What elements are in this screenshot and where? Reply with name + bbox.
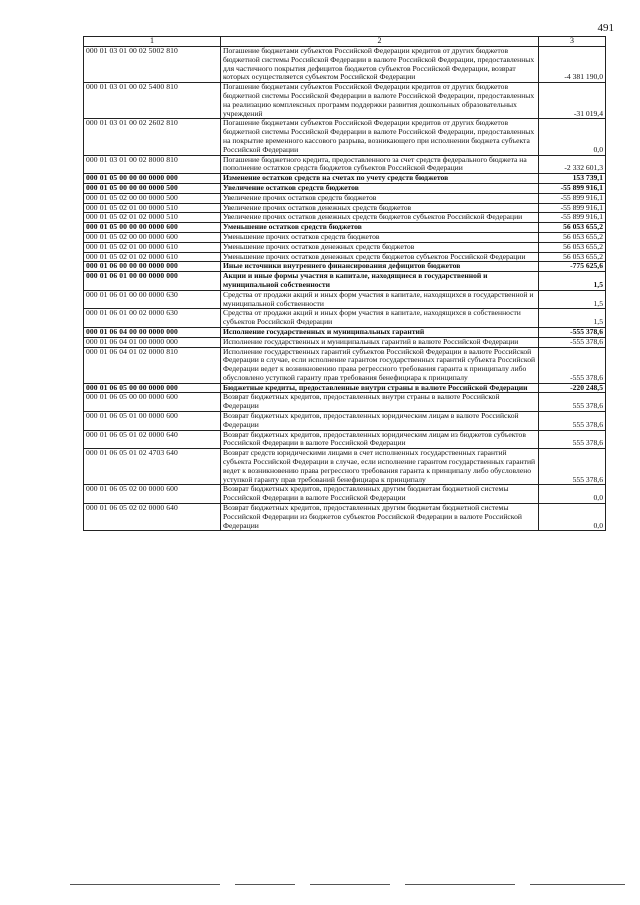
row-code: 000 01 05 00 00 00 0000 500 — [84, 183, 221, 193]
row-code: 000 01 06 00 00 00 0000 000 — [84, 262, 221, 272]
row-amount: 555 378,6 — [539, 412, 606, 431]
column-header-amount: 3 — [539, 37, 606, 47]
page-number: 491 — [597, 22, 614, 34]
table-row — [84, 47, 606, 83]
row-code: 000 01 05 00 00 00 0000 000 — [84, 174, 221, 184]
table-row — [84, 193, 606, 203]
row-code: 000 01 05 00 00 00 0000 600 — [84, 223, 221, 233]
row-amount: -220 248,5 — [539, 383, 606, 393]
table-row — [84, 347, 606, 383]
row-amount: -555 378,6 — [539, 347, 606, 383]
row-name: Возврат бюджетных кредитов, предоставленных внутри страны в валюте Российской Федерации — [221, 393, 539, 412]
row-name: Исполнение государственных и муниципальных гарантий — [221, 327, 539, 337]
row-name: Уменьшение прочих остатков денежных средств бюджетов — [221, 242, 539, 252]
table-row — [84, 242, 606, 252]
row-amount: 0,0 — [539, 504, 606, 531]
row-name: Возврат средств юридическими лицами в счет исполненных государственных гарантий субъекта Российской Федерации в случае, если исполнение гарантом государственных гарантий ведет к возникновению права регрессного требования гаранта к принципалу либо обусловлено уступкой гаранту прав требований бенефициара к принципалу — [221, 449, 539, 485]
table-row — [84, 223, 606, 233]
row-code: 000 01 06 05 02 02 0000 640 — [84, 504, 221, 531]
row-name: Возврат бюджетных кредитов, предоставленных другим бюджетам бюджетной системы Российской Федерации в валюте Российской Федерации — [221, 485, 539, 504]
row-amount: 1,5 — [539, 309, 606, 328]
footer-rules — [70, 884, 630, 892]
row-code: 000 01 05 02 00 00 0000 600 — [84, 232, 221, 242]
row-code: 000 01 05 02 00 00 0000 500 — [84, 193, 221, 203]
row-name: Изменение остатков средств на счетах по учету средств бюджетов — [221, 174, 539, 184]
row-code: 000 01 06 01 00 00 0000 630 — [84, 290, 221, 309]
row-amount: 56 053 655,2 — [539, 242, 606, 252]
row-code: 000 01 03 01 00 02 8000 810 — [84, 155, 221, 174]
row-amount: -4 381 190,0 — [539, 47, 606, 83]
row-code: 000 01 06 05 00 00 0000 600 — [84, 393, 221, 412]
row-amount: 153 739,1 — [539, 174, 606, 184]
row-amount: 56 053 655,2 — [539, 223, 606, 233]
row-code: 000 01 06 05 00 00 0000 000 — [84, 383, 221, 393]
table-row — [84, 449, 606, 485]
row-amount: 0,0 — [539, 119, 606, 155]
row-name: Уменьшение прочих остатков денежных средств бюджетов субъектов Российской Федерации — [221, 252, 539, 262]
row-amount: -55 899 916,1 — [539, 213, 606, 223]
row-code: 000 01 06 01 00 02 0000 630 — [84, 309, 221, 328]
row-name: Увеличение прочих остатков денежных средств бюджетов субъектов Российской Федерации — [221, 213, 539, 223]
row-code: 000 01 05 02 01 02 0000 610 — [84, 252, 221, 262]
table-row — [84, 290, 606, 309]
row-name: Исполнение государственных и муниципальных гарантий в валюте Российской Федерации — [221, 337, 539, 347]
row-name: Иные источники внутреннего финансирования дефицитов бюджетов — [221, 262, 539, 272]
table-row — [84, 383, 606, 393]
table-row — [84, 174, 606, 184]
row-amount: 1,5 — [539, 290, 606, 309]
column-header-name: 2 — [221, 37, 539, 47]
table-row — [84, 155, 606, 174]
row-code: 000 01 06 05 01 02 4703 640 — [84, 449, 221, 485]
row-amount: 555 378,6 — [539, 449, 606, 485]
row-amount: -555 378,6 — [539, 327, 606, 337]
row-amount: 1,5 — [539, 272, 606, 291]
row-code: 000 01 06 05 02 00 0000 600 — [84, 485, 221, 504]
row-name: Уменьшение прочих остатков средств бюджетов — [221, 232, 539, 242]
table-row — [84, 412, 606, 431]
row-code: 000 01 06 04 00 00 0000 000 — [84, 327, 221, 337]
row-code: 000 01 06 01 00 00 0000 000 — [84, 272, 221, 291]
row-amount: 56 053 655,2 — [539, 252, 606, 262]
table-row — [84, 213, 606, 223]
row-code: 000 01 03 01 00 02 5400 810 — [84, 83, 221, 119]
row-name: Погашение бюджетами субъектов Российской Федерации кредитов от других бюджетов бюджетной системы Российской Федерации в валюте Российской Федерации, предоставленных на реализацию комплексных программ поддержки развития дошкольных образовательных учреждений — [221, 83, 539, 119]
table-row — [84, 183, 606, 193]
row-code: 000 01 03 01 00 02 5002 810 — [84, 47, 221, 83]
table-row — [84, 262, 606, 272]
table-row — [84, 232, 606, 242]
row-amount: -555 378,6 — [539, 337, 606, 347]
row-name: Увеличение прочих остатков средств бюджетов — [221, 193, 539, 203]
row-code: 000 01 06 04 01 02 0000 810 — [84, 347, 221, 383]
row-name: Возврат бюджетных кредитов, предоставленных юридическим лицам из бюджетов субъектов Российской Федерации в валюте Российской Федерации — [221, 430, 539, 449]
row-name: Средства от продажи акций и иных форм участия в капитале, находящихся в собственности субъектов Российской Федерации — [221, 309, 539, 328]
table-row — [84, 272, 606, 291]
row-amount: -2 332 601,3 — [539, 155, 606, 174]
row-name: Погашение бюджетами субъектов Российской Федерации кредитов от других бюджетов бюджетной системы Российской Федерации в валюте Российской Федерации, предоставленных на покрытие временного кассового разрыва, возникающего при исполнении бюджета субъекта Российской Федерации — [221, 119, 539, 155]
row-name: Бюджетные кредиты, предоставленные внутри страны в валюте Российской Федерации — [221, 383, 539, 393]
row-name: Исполнение государственных гарантий субъектов Российской Федерации в валюте Российской Федерации в случае, если исполнение гарантом государственных гарантий субъекта Российской Федерации ведет к возникновению права регрессного требования гаранта к принципалу либо обусловлено уступкой гаранту прав требования бенефициара к принципалу — [221, 347, 539, 383]
row-amount: 0,0 — [539, 485, 606, 504]
table-header-row — [84, 37, 606, 47]
row-code: 000 01 05 02 01 00 0000 610 — [84, 242, 221, 252]
table-row — [84, 485, 606, 504]
row-code: 000 01 06 05 01 00 0000 600 — [84, 412, 221, 431]
table-row — [84, 337, 606, 347]
row-amount: -55 899 916,1 — [539, 183, 606, 193]
table-row — [84, 119, 606, 155]
table-row — [84, 327, 606, 337]
row-code: 000 01 06 05 01 02 0000 640 — [84, 430, 221, 449]
row-amount: -775 625,6 — [539, 262, 606, 272]
row-name: Погашение бюджетами субъектов Российской Федерации кредитов от других бюджетов бюджетной системы Российской Федерации в валюте Российской Федерации, предоставленных для частичного покрытия дефицитов бюджетов субъектов Российской Федерации, возврат которых осуществляется субъектом Российской Федерации — [221, 47, 539, 83]
row-code: 000 01 05 02 01 00 0000 510 — [84, 203, 221, 213]
table-row — [84, 430, 606, 449]
table-row — [84, 309, 606, 328]
budget-sources-table — [83, 36, 606, 531]
table-row — [84, 252, 606, 262]
row-code: 000 01 05 02 01 02 0000 510 — [84, 213, 221, 223]
table-row — [84, 504, 606, 531]
row-name: Акции и иные формы участия в капитале, находящиеся в государственной и муниципальной собственности — [221, 272, 539, 291]
row-name: Уменьшение остатков средств бюджетов — [221, 223, 539, 233]
row-code: 000 01 06 04 01 00 0000 000 — [84, 337, 221, 347]
row-name: Погашение бюджетного кредита, предоставленного за счет средств федерального бюджета на пополнение остатков средств бюджетов субъектов Российской Федерации — [221, 155, 539, 174]
row-name: Увеличение прочих остатков денежных средств бюджетов — [221, 203, 539, 213]
column-header-code: 1 — [84, 37, 221, 47]
table-row — [84, 203, 606, 213]
table-row — [84, 83, 606, 119]
row-name: Увеличение остатков средств бюджетов — [221, 183, 539, 193]
row-amount: -55 899 916,1 — [539, 193, 606, 203]
row-amount: 555 378,6 — [539, 430, 606, 449]
row-amount: -55 899 916,1 — [539, 203, 606, 213]
row-amount: 56 053 655,2 — [539, 232, 606, 242]
row-name: Возврат бюджетных кредитов, предоставленных другим бюджетам бюджетной системы Российской Федерации из бюджетов субъектов Российской Федерации в валюте Российской Федерации — [221, 504, 539, 531]
row-code: 000 01 03 01 00 02 2602 810 — [84, 119, 221, 155]
row-amount: -31 019,4 — [539, 83, 606, 119]
row-name: Возврат бюджетных кредитов, предоставленных юридическим лицам в валюте Российской Федерации — [221, 412, 539, 431]
row-amount: 555 378,6 — [539, 393, 606, 412]
row-name: Средства от продажи акций и иных форм участия в капитале, находящихся в государственной и муниципальной собственности — [221, 290, 539, 309]
table-row — [84, 393, 606, 412]
